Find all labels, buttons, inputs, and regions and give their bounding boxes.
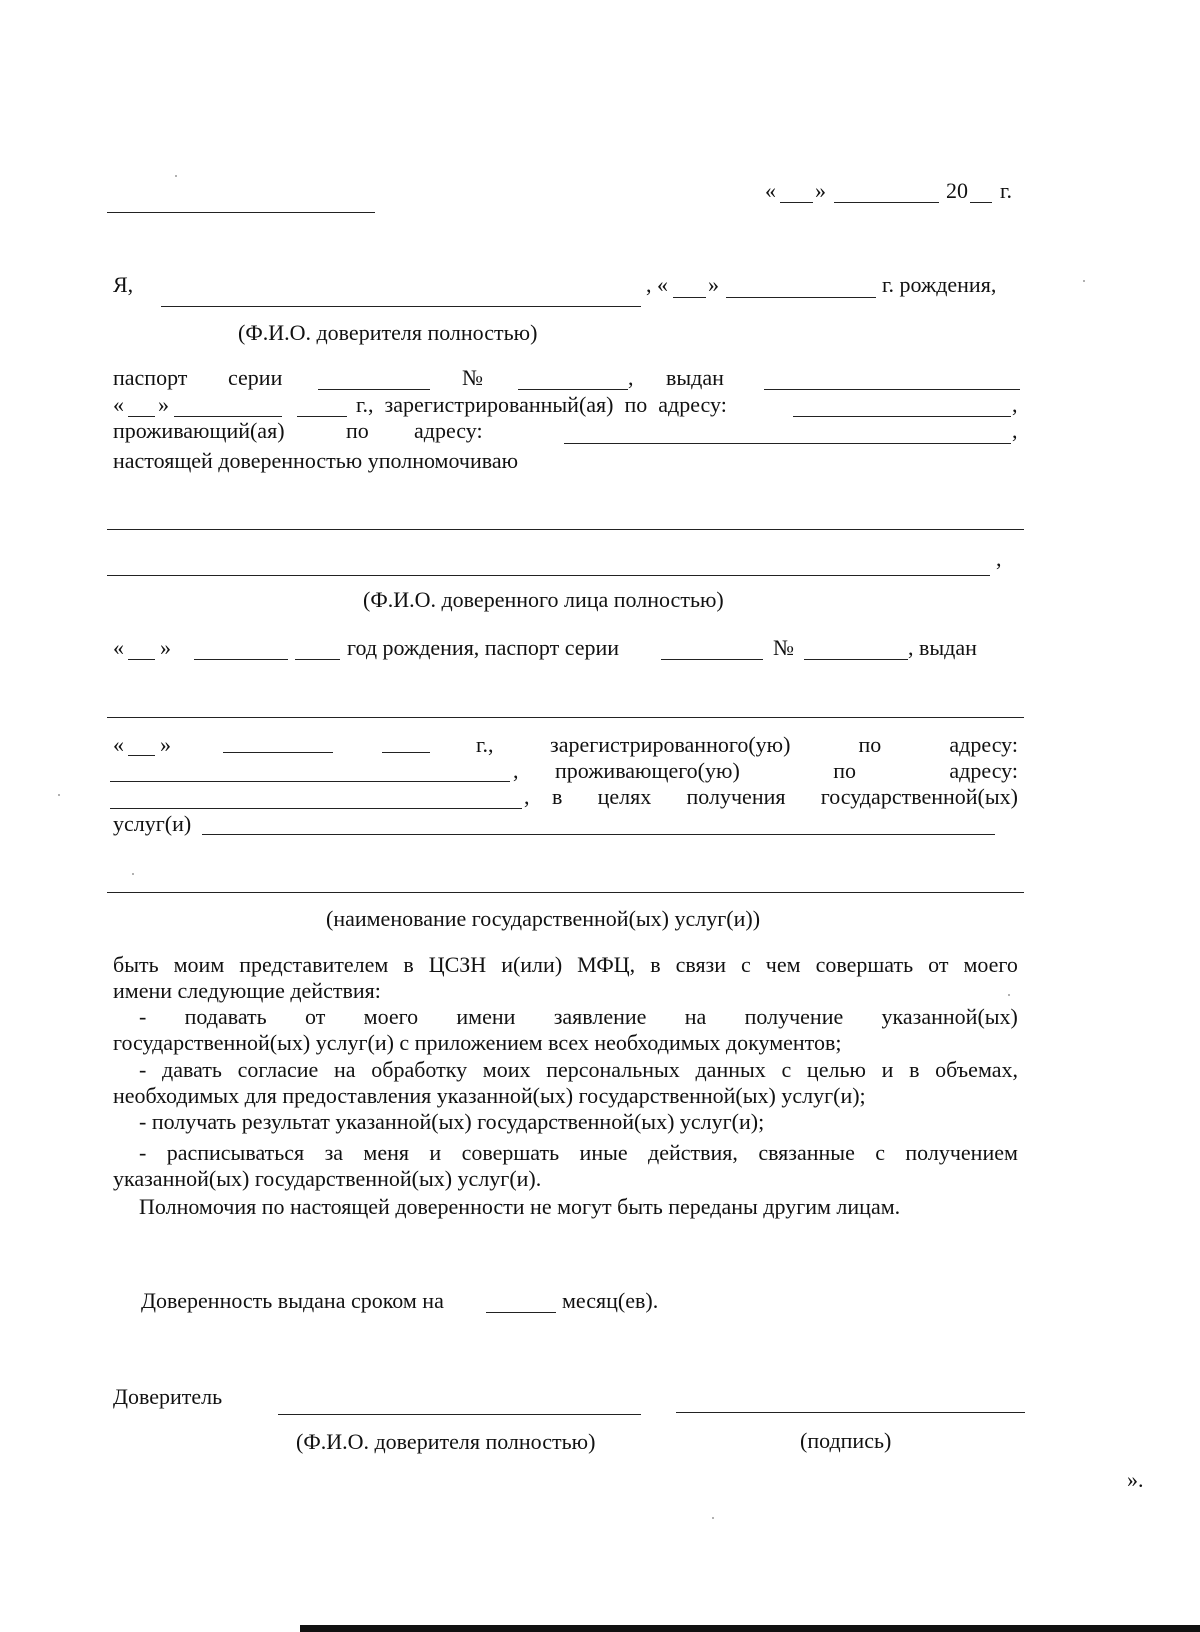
word: указанной(ых) xyxy=(881,1004,1018,1029)
bullet-1-line2: государственной(ых) услуг(и) с приложением всех необходимых документов; xyxy=(113,1030,842,1055)
word: за xyxy=(324,1140,344,1165)
word: МФЦ, xyxy=(577,952,636,977)
principal-birth-close: » xyxy=(708,272,719,297)
passport-word: паспорт xyxy=(113,365,188,390)
residence-po: по xyxy=(346,418,369,443)
powers-text: Полномочия по настоящей доверенности не могут быть переданы другим лицам. xyxy=(139,1194,901,1219)
header-date-open: « xyxy=(765,178,776,203)
word: и xyxy=(881,1057,894,1082)
passport-reg-text: г., зарегистрированный(ая) по адресу: xyxy=(356,392,727,417)
bullet-2-line1 xyxy=(139,1057,1018,1083)
principal-birth-label: г. рождения, xyxy=(882,272,997,297)
agent-birth-year-blank[interactable] xyxy=(295,659,340,660)
residence-address-word: адресу: xyxy=(414,418,483,443)
agent-birth-open: « xyxy=(113,635,124,660)
agent-reg-year-blank[interactable] xyxy=(382,752,430,753)
word: ЦСЗН xyxy=(428,952,487,977)
word: и xyxy=(429,1140,442,1165)
word: персональных xyxy=(546,1057,680,1082)
word: объемах, xyxy=(935,1057,1018,1082)
word: моего xyxy=(363,1004,419,1029)
agent-reg-word-2: по xyxy=(858,732,882,757)
residence-address-blank[interactable] xyxy=(564,443,1011,444)
principal-fio-caption: (Ф.И.О. доверителя полностью) xyxy=(238,320,538,345)
word: получением xyxy=(905,1140,1018,1165)
passport-month-blank[interactable] xyxy=(174,416,282,417)
agent-res-comma: , xyxy=(513,758,519,783)
agent-res-word-1: проживающего(ую) xyxy=(555,758,740,783)
word: обработку xyxy=(371,1057,468,1082)
word: быть xyxy=(113,952,159,977)
agent-res-word-3: адресу: xyxy=(949,758,1018,783)
scan-edge-bar xyxy=(300,1625,1200,1632)
agent-fio-blank-2[interactable] xyxy=(107,575,990,576)
scan-speck xyxy=(1083,280,1085,282)
services-blank-1[interactable] xyxy=(202,834,995,835)
services-blank-2[interactable] xyxy=(107,892,1024,893)
agent-reg-words xyxy=(550,732,1018,758)
passport-date-close: » xyxy=(158,392,169,417)
word: получение xyxy=(744,1004,844,1029)
passport-day-blank[interactable] xyxy=(128,416,155,417)
word: совершать xyxy=(461,1140,560,1165)
scan-speck xyxy=(132,873,134,875)
signature-fio-blank[interactable] xyxy=(278,1414,641,1415)
agent-reg-month-blank[interactable] xyxy=(223,752,333,753)
word: связанные xyxy=(758,1140,855,1165)
addressee-line[interactable] xyxy=(107,212,375,213)
closing-quote: ». xyxy=(1127,1467,1144,1492)
residence-comma: , xyxy=(1012,418,1018,443)
word: заявление xyxy=(553,1004,647,1029)
header-g: г. xyxy=(1000,178,1013,203)
body-p1-line1 xyxy=(113,952,1018,978)
passport-issued: выдан xyxy=(666,365,724,390)
authorize-text: настоящей доверенностью уполномочиваю xyxy=(113,448,519,473)
word: на xyxy=(684,1004,707,1029)
agent-issued: , выдан xyxy=(908,635,977,660)
signature-sign-blank[interactable] xyxy=(676,1412,1025,1413)
header-date-mid: » xyxy=(815,178,826,203)
body-p1-line2: имени следующие действия: xyxy=(113,978,381,1003)
scan-speck xyxy=(175,175,177,177)
signature-sign-caption: (подпись) xyxy=(800,1428,892,1453)
agent-reg-close: » xyxy=(160,732,171,757)
passport-date-open: « xyxy=(113,392,124,417)
word: представителем xyxy=(239,952,389,977)
bullet-1-line1 xyxy=(139,1004,1018,1030)
residence-word: проживающий(ая) xyxy=(113,418,285,443)
passport-issuer-blank[interactable] xyxy=(764,389,1020,390)
word: с xyxy=(741,952,751,977)
word: в xyxy=(909,1057,920,1082)
passport-number-blank[interactable] xyxy=(518,389,628,390)
agent-birth-close: » xyxy=(160,635,171,660)
agent-reg-address-blank[interactable] xyxy=(110,781,510,782)
scan-speck xyxy=(712,1517,714,1519)
word: и(или) xyxy=(501,952,563,977)
agent-passport-number-blank[interactable] xyxy=(804,659,908,660)
agent-birth-month-blank[interactable] xyxy=(194,659,288,660)
agent-issuer-blank[interactable] xyxy=(107,717,1024,718)
bullet-4-line1 xyxy=(139,1140,1018,1166)
word: связи xyxy=(675,952,727,977)
agent-reg-word-3: адресу: xyxy=(949,732,1018,757)
bullet-2-line2: необходимых для предоставления указанной(ых) государственной(ых) услуг(и); xyxy=(113,1083,866,1108)
agent-reg-day-blank[interactable] xyxy=(128,755,155,756)
agent-passport-series-blank[interactable] xyxy=(661,659,763,660)
passport-reg-address-blank[interactable] xyxy=(793,416,1011,417)
principal-ya: Я, xyxy=(113,272,134,297)
word: давать xyxy=(162,1057,222,1082)
header-year-blank[interactable] xyxy=(970,202,992,203)
word: согласие xyxy=(237,1057,319,1082)
agent-goal-comma: , xyxy=(524,784,530,809)
services-caption: (наименование государственной(ых) услуг(и)) xyxy=(326,906,761,931)
signature-fio-caption: (Ф.И.О. доверителя полностью) xyxy=(296,1429,596,1454)
word: - xyxy=(139,1057,147,1082)
word: от xyxy=(305,1004,326,1029)
goal-word: в xyxy=(552,784,563,809)
word: - xyxy=(139,1004,147,1029)
word: от xyxy=(928,952,949,977)
agent-res-words xyxy=(555,758,1018,784)
principal-fio-blank[interactable] xyxy=(161,306,641,307)
bullet-4-line2: указанной(ых) государственной(ых) услуг(и). xyxy=(113,1166,542,1191)
word: на xyxy=(334,1057,356,1082)
word: иные xyxy=(579,1140,628,1165)
services-label: услуг(и) xyxy=(113,811,192,836)
passport-series-blank[interactable] xyxy=(318,389,430,390)
word: с xyxy=(781,1057,792,1082)
passport-year-blank[interactable] xyxy=(297,416,347,417)
agent-birth-text: год рождения, паспорт серии xyxy=(347,635,620,660)
bullet-3: - получать результат указанной(ых) государственной(ых) услуг(и); xyxy=(139,1109,765,1134)
goal-word: получения xyxy=(686,784,786,809)
agent-res-word-2: по xyxy=(833,758,856,783)
agent-birth-day-blank[interactable] xyxy=(128,659,155,660)
term-months-blank[interactable] xyxy=(486,1312,556,1313)
word: чем xyxy=(765,952,801,977)
header-day-blank[interactable] xyxy=(780,202,813,203)
term-after: месяц(ев). xyxy=(562,1288,659,1313)
agent-fio-comma: , xyxy=(996,546,1002,571)
word: подавать xyxy=(184,1004,267,1029)
agent-reg-open: « xyxy=(113,732,124,757)
goal-word: государственной(ых) xyxy=(820,784,1018,809)
word: - xyxy=(139,1140,147,1165)
principal-birth-open: , « xyxy=(646,272,668,297)
scan-speck xyxy=(58,794,60,796)
agent-fio-caption: (Ф.И.О. доверенного лица полностью) xyxy=(363,587,724,612)
word: моих xyxy=(482,1057,531,1082)
word: данных xyxy=(695,1057,766,1082)
goal-word: целях xyxy=(597,784,652,809)
passport-reg-comma: , xyxy=(1012,392,1018,417)
word: действия, xyxy=(648,1140,738,1165)
scan-speck xyxy=(1008,994,1010,996)
word: моим xyxy=(173,952,225,977)
word: меня xyxy=(363,1140,410,1165)
word: расписываться xyxy=(166,1140,305,1165)
term-before: Доверенность выдана сроком на xyxy=(141,1288,444,1313)
principal-birth-day-blank[interactable] xyxy=(673,297,706,298)
word: моего xyxy=(963,952,1018,977)
word: совершать xyxy=(815,952,914,977)
passport-num-sign: № xyxy=(462,365,483,390)
header-month-blank[interactable] xyxy=(834,202,939,203)
agent-fio-blank-1[interactable] xyxy=(107,529,1024,530)
header-year-prefix: 20 xyxy=(946,178,968,203)
word: имени xyxy=(456,1004,516,1029)
agent-reg-word-1: зарегистрированного(ую) xyxy=(550,732,791,757)
word: в xyxy=(650,952,661,977)
word: с xyxy=(875,1140,885,1165)
agent-goal-words xyxy=(552,784,1018,810)
word: в xyxy=(403,952,414,977)
passport-num-comma: , xyxy=(628,365,634,390)
agent-reg-g: г., xyxy=(476,732,494,757)
principal-birth-month-blank[interactable] xyxy=(726,297,876,298)
agent-passport-num-sign: № xyxy=(773,635,794,660)
signature-label: Доверитель xyxy=(113,1384,223,1409)
agent-res-address-blank[interactable] xyxy=(110,808,522,809)
word: целью xyxy=(806,1057,866,1082)
passport-series-word: серии xyxy=(228,365,283,390)
